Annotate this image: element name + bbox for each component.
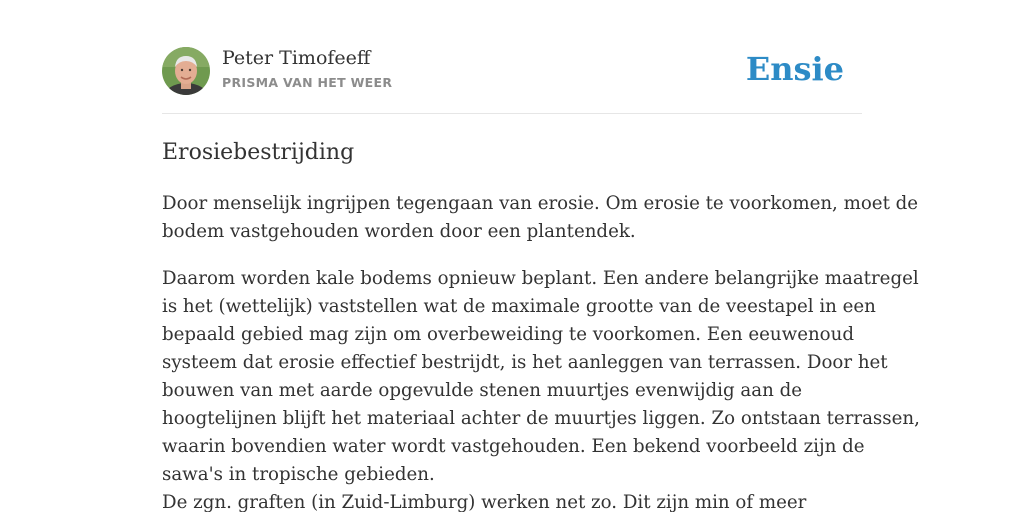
article-card xyxy=(162,0,920,512)
paragraph-line: is het (wettelijk) vaststellen wat de maximale grootte van de veestapel in een xyxy=(162,296,876,317)
paragraph-line: De zgn. graften (in Zuid-Limburg) werken net zo. Dit zijn min of meer xyxy=(162,492,807,512)
author-source[interactable]: PRISMA VAN HET WEER xyxy=(222,75,393,90)
brand-logo[interactable]: Ensie xyxy=(745,50,844,88)
paragraph-line: systeem dat erosie effectief bestrijdt, is het aanleggen van terrassen. Door het xyxy=(162,352,888,373)
author-avatar[interactable] xyxy=(162,47,210,95)
article-body xyxy=(162,190,920,512)
article-title: Erosiebestrijding xyxy=(162,140,355,165)
paragraph-line: bodem vastgehouden worden door een plantendek. xyxy=(162,221,636,242)
avatar-photo-icon xyxy=(162,47,210,95)
paragraph-line: waarin bovendien water wordt vastgehouden. Een bekend voorbeeld zijn de xyxy=(162,436,865,457)
paragraph-line: Daarom worden kale bodems opnieuw beplant. Een andere belangrijke maatregel xyxy=(162,268,919,289)
paragraph xyxy=(162,265,920,512)
paragraph-line: sawa's in tropische gebieden. xyxy=(162,464,435,485)
article-header xyxy=(162,0,862,114)
paragraph xyxy=(162,190,919,246)
author-name[interactable]: Peter Timofeeff xyxy=(222,47,371,69)
paragraph-line: bouwen van met aarde opgevulde stenen muurtjes evenwijdig aan de xyxy=(162,380,802,401)
paragraph-line: hoogtelijnen blijft het materiaal achter de muurtjes liggen. Zo ontstaan terrassen, xyxy=(162,408,920,429)
paragraph-line: bepaald gebied mag zijn om overbeweiding te voorkomen. Een eeuwenoud xyxy=(162,324,854,345)
paragraph-line: Door menselijk ingrijpen tegengaan van erosie. Om erosie te voorkomen, moet de xyxy=(162,193,919,214)
